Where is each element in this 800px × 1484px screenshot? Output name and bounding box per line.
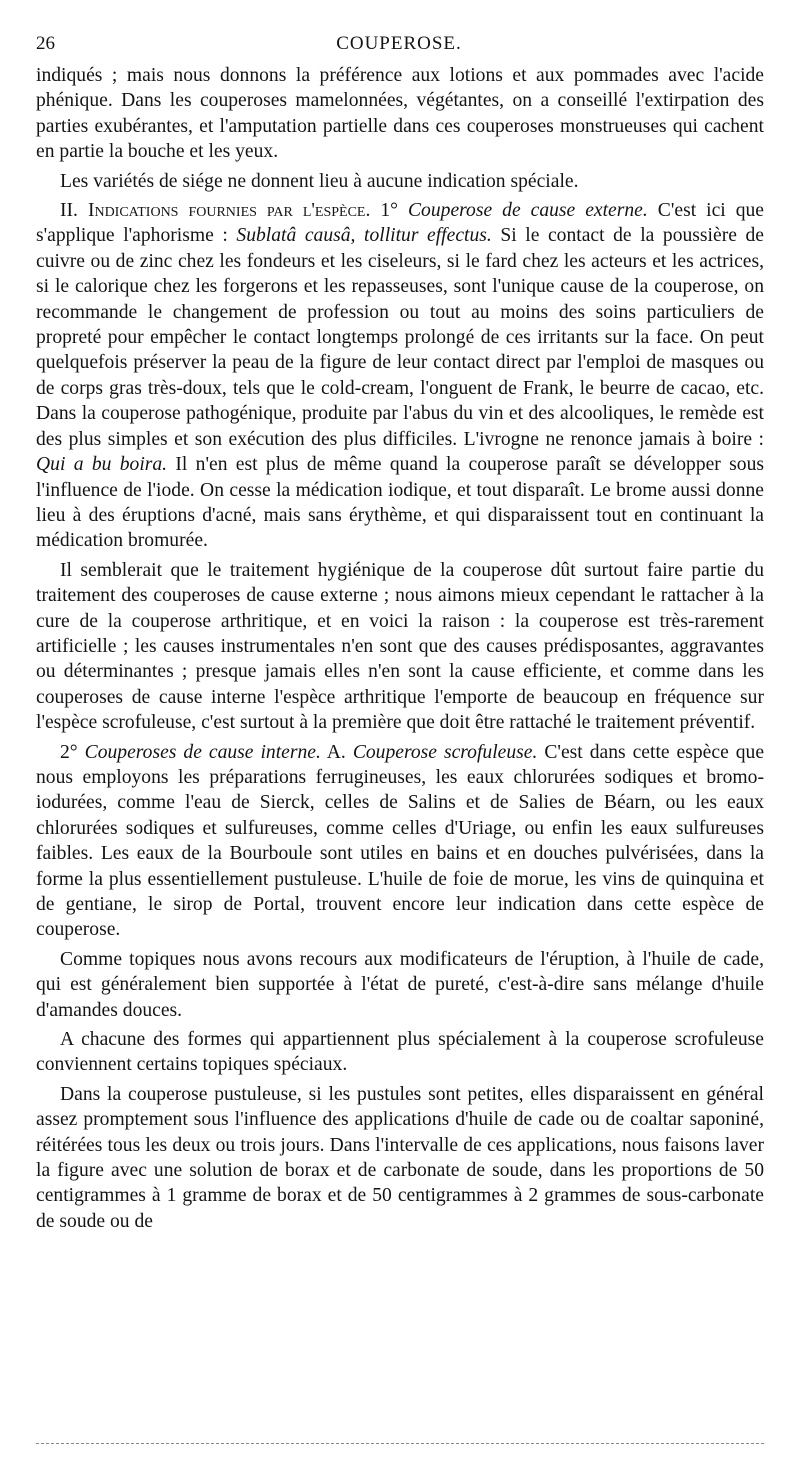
paragraph-internal-cause xyxy=(36,740,764,943)
paragraph-site-varieties: Les variétés de siége ne donnent lieu à aucune indication spéciale. xyxy=(60,170,579,192)
proverb-quote: Qui a bu boira. xyxy=(36,454,168,476)
paragraph-pustular-couperose: Dans la couperose pustuleuse, si les pustules sont petites, elles disparaissent en général assez promptement sous l'influence des applications d'huile de cade ou de coaltar saponiné, réitérées tous les deux ou trois jours. Dans l'intervalle de ces applications, nous faisons laver la figure avec une solution de borax et de carbonate de soude, dans les proportions de 50 centigrammes à 1 gramme de borax et de 50 centigrammes à 2 grammes de sous-carbonate de soude ou de xyxy=(36,1083,764,1232)
section-number: II. xyxy=(60,200,88,222)
subsection-heading-external-cause: Couperose de cause externe. xyxy=(407,200,648,222)
paragraph-continuation: indiqués ; mais nous donnons la préférence aux lotions et aux pommades avec l'acide phénique. Dans les couperoses mamelonnées, végétantes, on a conseillé l'extirpation des parties exubérantes, et l'amputation partielle dans ces couperoses monstrueuses qui cachent en partie la bouche et les yeux. xyxy=(36,65,764,163)
running-title: COUPEROSE. xyxy=(336,33,462,54)
text-run: C'est ici que s'applique l'aphorisme : xyxy=(36,200,764,247)
paragraph-hygienic-treatment: Il semblerait que le traitement hygiénique de la couperose dût surtout faire partie du traitement des couperoses de cause externe ; nous aimons mieux cependant le rattacher à la cure de la couperose arthritique, et en voici la raison : la couperose est très-rarement artificielle ; les causes instrumentales n'en sont que des causes prédisposantes, aggravantes ou déterminantes ; presque jamais elles n'en sont la cause efficiente, et comme dans les couperoses de cause interne l'espèce arthritique l'emporte de beaucoup en fréquence sur l'espèce scrofuleuse, c'est surtout à la première que doit être rattaché le traitement préventif. xyxy=(36,559,764,734)
text-body xyxy=(36,63,764,1238)
page-header xyxy=(36,30,762,58)
subsection-heading-scrofulous: Couperose scrofuleuse. xyxy=(352,741,538,763)
text-run: C'est dans cette espèce que nous employons les préparations ferrugineuses, les eaux chlorurées sodiques et bromo-iodurées, comme l'eau de Sierck, celles de Salins et de Salies de Béarn, ou les eaux chlorurées sodiques et sulfureuses, comme celles d'Uriage, ou enfin les eaux sulfureuses faibles. Les eaux de la Bourboule sont utiles en bains et en douches pulvérisées, dans la forme la plus essentiellement pustuleuse. L'huile de foie de morue, les vins de quinquina et de gentiane, le sirop de Portal, trouvent encore leur indication dans cette espèce de couperose. xyxy=(36,741,765,941)
text-run: A. xyxy=(320,741,353,763)
paragraph-special-topicals: A chacune des formes qui appartiennent plus spécialement à la couperose scrofuleuse conviennent certains topiques spéciaux. xyxy=(36,1029,764,1076)
footer-rule xyxy=(36,1443,764,1444)
aphorism-quote: Sublatâ causâ, tollitur effectus. xyxy=(236,225,492,247)
paragraph-topicals: Comme topiques nous avons recours aux modificateurs de l'éruption, à l'huile de cade, qui est généralement bien supportée à l'état de pureté, c'est-à-dire sans mélange d'huile d'amandes douces. xyxy=(36,948,764,1021)
paragraph-indications-by-species xyxy=(36,198,764,554)
text-run: Si le contact de la poussière de cuivre ou de zinc chez les fondeurs et les ciseleurs, si le fard chez les acteurs et les actrices, si le calorique chez les forgerons et les repasseuses, sont l'unique cause de la couperose, on recommande le changement de profession ou tout au moins des soins particuliers de propreté pour empêcher le contact longtemps prolongé de ces irritants sur la face. On peut quelquefois préserver la peau de la figure de leur contact direct par l'emploi de masques ou de corps gras très-doux, tels que le cold-cream, l'onguent de Frank, le beurre de cacao, etc. Dans la couperose pathogénique, produite par l'abus du vin et des alcooliques, le remède est des plus simples et son exécution des plus difficiles. L'ivrogne ne renonce jamais à boire : xyxy=(36,225,764,450)
text-run: Il n'en est plus de même quand la couperose paraît se développer sous l'influence de l'iode. On cesse la médication iodique, et tout disparaît. Le brome aussi donne lieu à des éruptions d'acné, mais sans érythème, et qui disparaissent tout en continuant la médication bromurée. xyxy=(36,454,764,552)
section-heading: Indications fournies par l'espèce. xyxy=(87,200,371,222)
subsection-number: 2° xyxy=(60,741,85,763)
subsection-number: 1° xyxy=(370,200,408,222)
subsection-heading-internal-cause: Couperoses de cause interne. xyxy=(84,741,321,763)
page-number: 26 xyxy=(36,33,55,54)
